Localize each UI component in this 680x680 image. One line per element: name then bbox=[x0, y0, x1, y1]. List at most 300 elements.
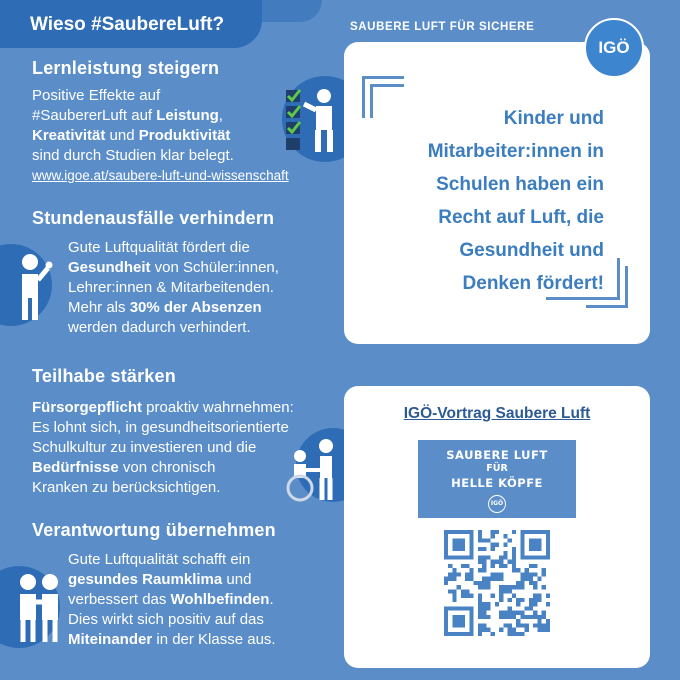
qr-module bbox=[537, 555, 541, 559]
qr-module bbox=[499, 615, 503, 619]
qr-module bbox=[461, 606, 465, 610]
qr-module bbox=[546, 623, 550, 627]
qr-module bbox=[516, 598, 520, 602]
qr-module bbox=[465, 606, 469, 610]
qr-module bbox=[533, 611, 537, 615]
text-line bbox=[68, 550, 276, 570]
section-text-lernleistung bbox=[32, 86, 289, 186]
qr-module bbox=[469, 568, 473, 572]
qr-module bbox=[469, 632, 473, 636]
qr-module bbox=[546, 555, 550, 559]
qr-module bbox=[508, 606, 512, 610]
qr-module bbox=[525, 615, 529, 619]
qr-module bbox=[529, 598, 533, 602]
qr-module bbox=[461, 632, 465, 636]
banner-logo: IGÖ bbox=[488, 495, 506, 513]
qr-module bbox=[520, 551, 524, 555]
qr-module bbox=[461, 589, 465, 593]
text-line bbox=[32, 166, 289, 186]
qr-module bbox=[537, 538, 541, 542]
qr-module bbox=[444, 547, 448, 551]
qr-module bbox=[533, 572, 537, 576]
bold-text: Bedürfnisse bbox=[32, 459, 119, 476]
qr-module bbox=[499, 585, 503, 589]
qr-code[interactable] bbox=[444, 530, 550, 636]
qr-module bbox=[469, 619, 473, 623]
qr-module bbox=[537, 628, 541, 632]
qr-module bbox=[482, 568, 486, 572]
text-line bbox=[68, 570, 276, 590]
qr-module bbox=[482, 560, 486, 564]
qr-module bbox=[461, 555, 465, 559]
qr-module bbox=[533, 585, 537, 589]
qr-module bbox=[478, 623, 482, 627]
thumbs-up-figure-icon bbox=[14, 252, 54, 322]
qr-module bbox=[529, 602, 533, 606]
qr-module bbox=[478, 585, 482, 589]
qr-module bbox=[461, 594, 465, 598]
qr-module bbox=[520, 632, 524, 636]
logo-text: IGÖ bbox=[598, 38, 630, 57]
qr-module bbox=[469, 594, 473, 598]
quote-line: Mitarbeiter:innen in bbox=[427, 141, 604, 162]
qr-module bbox=[444, 606, 448, 610]
text-run: Kranken zu berücksichtigen. bbox=[32, 479, 221, 496]
qr-module bbox=[516, 585, 520, 589]
qr-module bbox=[542, 568, 546, 572]
qr-module bbox=[482, 555, 486, 559]
quote-line: Kinder und bbox=[503, 108, 604, 129]
checklist-figure-icon bbox=[282, 82, 346, 162]
qr-module bbox=[525, 628, 529, 632]
qr-module bbox=[520, 572, 524, 576]
qr-module bbox=[516, 632, 520, 636]
qr-module bbox=[512, 632, 516, 636]
bold-text: gesundes Raumklima bbox=[68, 571, 223, 588]
qr-module bbox=[478, 538, 482, 542]
qr-module bbox=[482, 606, 486, 610]
qr-module bbox=[457, 547, 461, 551]
qr-module bbox=[469, 572, 473, 576]
text-line bbox=[32, 126, 289, 146]
qr-module bbox=[461, 543, 465, 547]
qr-module bbox=[525, 555, 529, 559]
qr-module bbox=[491, 572, 495, 576]
qr-module bbox=[537, 615, 541, 619]
qr-module bbox=[503, 564, 507, 568]
qr-module bbox=[452, 589, 456, 593]
qr-module bbox=[478, 632, 482, 636]
qr-module bbox=[482, 538, 486, 542]
qr-module bbox=[457, 615, 461, 619]
qr-module bbox=[529, 577, 533, 581]
qr-module bbox=[478, 628, 482, 632]
qr-module bbox=[542, 530, 546, 534]
qr-module bbox=[508, 623, 512, 627]
qr-module bbox=[465, 577, 469, 581]
qr-module bbox=[461, 623, 465, 627]
qr-module bbox=[520, 538, 524, 542]
qr-module bbox=[546, 543, 550, 547]
qr-module bbox=[503, 611, 507, 615]
qr-module bbox=[512, 615, 516, 619]
text-line bbox=[68, 298, 279, 318]
qr-module bbox=[444, 555, 448, 559]
qr-module bbox=[499, 572, 503, 576]
qr-module bbox=[542, 628, 546, 632]
qr-module bbox=[520, 585, 524, 589]
qr-module bbox=[465, 564, 469, 568]
qr-module bbox=[546, 547, 550, 551]
qr-module bbox=[465, 589, 469, 593]
qr-module bbox=[537, 619, 541, 623]
qr-module bbox=[533, 581, 537, 585]
qr-module bbox=[525, 572, 529, 576]
text-run: werden dadurch verhindert. bbox=[68, 319, 251, 336]
qr-module bbox=[499, 560, 503, 564]
qr-module bbox=[478, 560, 482, 564]
igoe-logo bbox=[584, 18, 644, 78]
qr-module bbox=[516, 568, 520, 572]
text-run: Schulkultur zu investieren und die bbox=[32, 439, 257, 456]
qr-module bbox=[508, 615, 512, 619]
qr-module bbox=[520, 534, 524, 538]
qr-module bbox=[537, 530, 541, 534]
qr-module bbox=[465, 632, 469, 636]
qr-module bbox=[525, 606, 529, 610]
qr-module bbox=[469, 547, 473, 551]
qr-module bbox=[546, 538, 550, 542]
qr-module bbox=[533, 530, 537, 534]
text-run: in der Klasse aus. bbox=[152, 631, 276, 648]
bold-text: Miteinander bbox=[68, 631, 153, 648]
qr-module bbox=[537, 577, 541, 581]
qr-module bbox=[469, 606, 473, 610]
qr-module bbox=[482, 628, 486, 632]
qr-module bbox=[486, 602, 490, 606]
qr-module bbox=[469, 555, 473, 559]
qr-module bbox=[491, 560, 495, 564]
qr-module bbox=[499, 589, 503, 593]
qr-module bbox=[499, 628, 503, 632]
qr-module bbox=[457, 572, 461, 576]
qr-module bbox=[486, 585, 490, 589]
qr-module bbox=[486, 581, 490, 585]
qr-module bbox=[525, 530, 529, 534]
qr-module bbox=[525, 623, 529, 627]
qr-module bbox=[499, 555, 503, 559]
qr-module bbox=[546, 602, 550, 606]
bold-text: Wohlbefinden bbox=[170, 591, 270, 608]
qr-module bbox=[448, 530, 452, 534]
qr-module bbox=[537, 543, 541, 547]
qr-module bbox=[457, 606, 461, 610]
qr-module bbox=[478, 611, 482, 615]
qr-module bbox=[533, 538, 537, 542]
qr-module bbox=[444, 534, 448, 538]
qr-module bbox=[452, 530, 456, 534]
qr-module bbox=[503, 543, 507, 547]
qr-module bbox=[512, 551, 516, 555]
qr-module bbox=[478, 606, 482, 610]
qr-module bbox=[457, 585, 461, 589]
qr-module bbox=[469, 543, 473, 547]
qr-module bbox=[482, 615, 486, 619]
qr-module bbox=[512, 628, 516, 632]
bold-text: Produktivität bbox=[138, 127, 231, 144]
qr-module bbox=[452, 615, 456, 619]
qr-module bbox=[516, 581, 520, 585]
qr-module bbox=[529, 564, 533, 568]
text-run: proaktiv wahrnehmen: bbox=[142, 399, 294, 416]
qr-module bbox=[469, 611, 473, 615]
qr-module bbox=[469, 530, 473, 534]
qr-module bbox=[503, 623, 507, 627]
text-line bbox=[32, 458, 294, 478]
qr-module bbox=[452, 632, 456, 636]
qr-module bbox=[537, 547, 541, 551]
qr-module bbox=[448, 589, 452, 593]
qr-module bbox=[486, 628, 490, 632]
qr-module bbox=[448, 564, 452, 568]
qr-module bbox=[516, 611, 520, 615]
qr-module bbox=[495, 530, 499, 534]
quote-line: Gesundheit und bbox=[459, 240, 604, 261]
qr-module bbox=[457, 538, 461, 542]
qr-module bbox=[465, 555, 469, 559]
qr-module bbox=[529, 572, 533, 576]
section-title-stundenausfaelle: Stundenausfälle verhindern bbox=[32, 208, 275, 228]
qr-module bbox=[486, 615, 490, 619]
qr-module bbox=[444, 530, 448, 534]
text-line bbox=[68, 278, 279, 298]
text-run: Gute Luftqualität fördert die bbox=[68, 239, 250, 256]
text-run: , bbox=[218, 107, 223, 124]
section-title-teilhabe: Teilhabe stärken bbox=[32, 366, 176, 386]
section-text-teilhabe bbox=[32, 398, 294, 498]
qr-module bbox=[486, 555, 490, 559]
qr-module bbox=[444, 581, 448, 585]
banner-line-2: FÜR bbox=[486, 463, 508, 474]
qr-module bbox=[542, 572, 546, 576]
qr-module bbox=[508, 589, 512, 593]
qr-module bbox=[503, 551, 507, 555]
text-line bbox=[68, 610, 276, 630]
qr-module bbox=[452, 577, 456, 581]
qr-module bbox=[491, 543, 495, 547]
qr-module bbox=[512, 585, 516, 589]
qr-module bbox=[448, 555, 452, 559]
text-line bbox=[32, 478, 294, 498]
qr-module bbox=[482, 623, 486, 627]
qr-module bbox=[512, 555, 516, 559]
qr-module bbox=[491, 564, 495, 568]
qr-module bbox=[512, 611, 516, 615]
qr-module bbox=[520, 543, 524, 547]
qr-module bbox=[457, 632, 461, 636]
bold-text: Kreativität bbox=[32, 127, 106, 144]
qr-module bbox=[469, 623, 473, 627]
qr-module bbox=[482, 547, 486, 551]
qr-module bbox=[482, 564, 486, 568]
qr-module bbox=[444, 628, 448, 632]
qr-module bbox=[478, 602, 482, 606]
qr-module bbox=[508, 632, 512, 636]
text-run: . bbox=[269, 591, 274, 608]
text-line bbox=[68, 258, 279, 278]
qr-module bbox=[482, 602, 486, 606]
qr-module bbox=[461, 564, 465, 568]
qr-module bbox=[486, 606, 490, 610]
qr-module bbox=[529, 530, 533, 534]
qr-module bbox=[452, 568, 456, 572]
qr-module bbox=[508, 585, 512, 589]
qr-module bbox=[503, 615, 507, 619]
qr-module bbox=[516, 623, 520, 627]
qr-module bbox=[461, 619, 465, 623]
card-heading: SAUBERE LUFT FÜR SICHERE bbox=[350, 21, 535, 33]
text-run: Es lohnt sich, in gesundheitsorientierte bbox=[32, 419, 289, 436]
text-line bbox=[68, 630, 276, 650]
qr-module bbox=[486, 577, 490, 581]
text-line bbox=[32, 106, 289, 126]
text-run: verbessert das bbox=[68, 591, 171, 608]
section-text-stundenausfaelle bbox=[68, 238, 279, 338]
qr-module bbox=[546, 530, 550, 534]
qr-module bbox=[503, 534, 507, 538]
qr-module bbox=[533, 598, 537, 602]
qr-module bbox=[533, 615, 537, 619]
qr-module bbox=[529, 543, 533, 547]
text-line bbox=[32, 398, 294, 418]
qr-module bbox=[546, 551, 550, 555]
qr-module bbox=[444, 551, 448, 555]
qr-module bbox=[478, 555, 482, 559]
section-title-lernleistung: Lernleistung steigern bbox=[32, 58, 220, 78]
qr-module bbox=[469, 577, 473, 581]
qr-module bbox=[529, 547, 533, 551]
qr-module bbox=[469, 551, 473, 555]
qr-module bbox=[499, 564, 503, 568]
qr-module bbox=[499, 594, 503, 598]
qr-module bbox=[529, 555, 533, 559]
qr-module bbox=[461, 547, 465, 551]
qr-module bbox=[537, 623, 541, 627]
talk-title-link[interactable]: IGÖ-Vortrag Saubere Luft bbox=[403, 405, 591, 422]
qr-module bbox=[533, 594, 537, 598]
qr-module bbox=[469, 615, 473, 619]
qr-module bbox=[444, 611, 448, 615]
text-run: Positive Effekte auf bbox=[32, 87, 161, 104]
qr-module bbox=[452, 594, 456, 598]
qr-module bbox=[529, 538, 533, 542]
bold-text: Fürsorgepflicht bbox=[32, 399, 143, 416]
qr-module bbox=[529, 615, 533, 619]
qr-module bbox=[542, 623, 546, 627]
qr-module bbox=[508, 611, 512, 615]
qr-module bbox=[546, 619, 550, 623]
qr-module bbox=[457, 530, 461, 534]
text-run: sind durch Studien klar belegt. bbox=[32, 147, 234, 164]
qr-module bbox=[546, 594, 550, 598]
qr-module bbox=[537, 598, 541, 602]
qr-module bbox=[452, 555, 456, 559]
qr-module bbox=[474, 581, 478, 585]
qr-module bbox=[508, 628, 512, 632]
text-line bbox=[32, 86, 289, 106]
qr-module bbox=[444, 538, 448, 542]
qr-module bbox=[533, 555, 537, 559]
qr-module bbox=[499, 611, 503, 615]
qr-module bbox=[452, 538, 456, 542]
qr-module bbox=[495, 543, 499, 547]
qr-module bbox=[508, 598, 512, 602]
qr-module bbox=[495, 572, 499, 576]
website-link[interactable]: www.igoe.at/saubere-luft-und-wissenschaft bbox=[32, 168, 289, 183]
text-line bbox=[68, 590, 276, 610]
qr-module bbox=[478, 530, 482, 534]
qr-module bbox=[478, 615, 482, 619]
text-run: Dies wirkt sich positiv auf das bbox=[68, 611, 264, 628]
bold-text: 30% der Absenzen bbox=[129, 299, 262, 316]
qr-module bbox=[482, 585, 486, 589]
text-run: Mehr als bbox=[68, 299, 130, 316]
text-line bbox=[68, 318, 279, 338]
quote-line: Denken fördert! bbox=[462, 273, 604, 294]
qr-module bbox=[452, 572, 456, 576]
wheelchair-figure-icon bbox=[282, 438, 342, 504]
text-line bbox=[32, 418, 294, 438]
qr-module bbox=[542, 555, 546, 559]
qr-module bbox=[444, 577, 448, 581]
text-run: von Schüler:innen, bbox=[150, 259, 279, 276]
qr-module bbox=[461, 538, 465, 542]
qr-module bbox=[444, 543, 448, 547]
qr-module bbox=[491, 534, 495, 538]
qr-module bbox=[448, 606, 452, 610]
qr-module bbox=[503, 589, 507, 593]
qr-module bbox=[533, 564, 537, 568]
qr-module bbox=[491, 632, 495, 636]
qr-module bbox=[482, 577, 486, 581]
qr-module bbox=[520, 615, 524, 619]
qr-module bbox=[529, 581, 533, 585]
quote-line: Recht auf Luft, die bbox=[438, 207, 604, 228]
qr-module bbox=[452, 543, 456, 547]
qr-module bbox=[525, 577, 529, 581]
text-run: Lehrer:innen & Mitarbeitenden. bbox=[68, 279, 274, 296]
qr-module bbox=[469, 538, 473, 542]
qr-module bbox=[452, 598, 456, 602]
qr-module bbox=[520, 611, 524, 615]
qr-module bbox=[444, 623, 448, 627]
qr-module bbox=[499, 577, 503, 581]
header-decor bbox=[262, 0, 322, 22]
qr-module bbox=[461, 615, 465, 619]
qr-module bbox=[495, 602, 499, 606]
qr-module bbox=[444, 615, 448, 619]
qr-module bbox=[512, 530, 516, 534]
qr-module bbox=[503, 555, 507, 559]
bold-text: Leistung bbox=[156, 107, 219, 124]
qr-module bbox=[461, 530, 465, 534]
qr-module bbox=[452, 606, 456, 610]
qr-module bbox=[537, 594, 541, 598]
qr-module bbox=[542, 611, 546, 615]
qr-module bbox=[533, 547, 537, 551]
text-run: #SaubererLuft auf bbox=[32, 107, 157, 124]
qr-module bbox=[520, 555, 524, 559]
